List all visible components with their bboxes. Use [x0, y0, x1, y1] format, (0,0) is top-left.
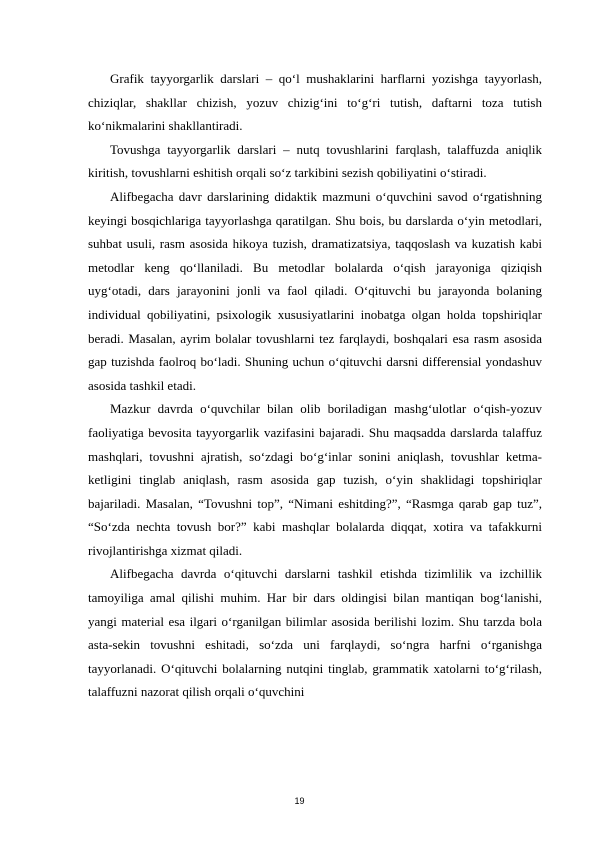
paragraph-mazkur-davrda: Mazkur davrda o‘quvchilar bilan olib boriladigan mashg‘ulotlar o‘qish-yozuv faoliyatiga bevosita tayyorgarlik vazifasini bajaradi. Shu maqsadda darslarda talaffuz mashqlari, tovushni ajratish, so‘zdagi bo‘g‘inlar sonini aniqlash, tovushlar ketma-ketligini tinglab aniqlash, rasm asosida gap tuzish, o‘yin shaklidagi topshiriqlar bajariladi. Masalan, “Tovushni top”, “Nimani eshitding?”, “Rasmga qarab gap tuz”, “So‘zda nechta tovush bor?” kabi mashqlar bolalarda diqqat, xotira va tafakkurni rivojlantirishga xizmat qiladi. [88, 401, 542, 558]
page-number: 19 [294, 796, 305, 806]
paragraph-tovushga-tayyorgarlik: Tovushga tayyorgarlik darslari – nutq tovushlarini farqlash, talaffuzda aniqlik kiritish, tovushlarni eshitish orqali so‘z tarkibini sezish qobiliyatini o‘stiradi. [88, 141, 542, 181]
paragraph-grafik-tayyorgarlik: Grafik tayyorgarlik darslari – qo‘l mushaklarini harflarni yozishga tayyorlash, chiziqlar, shakllar chizish, yozuv chizig‘ini to‘g‘ri tutish, daftarni toza tutish ko‘nikmalarini shakllantiradi. [88, 71, 542, 134]
document-body [88, 67, 542, 700]
paragraph-alifbegacha-didaktik: Alifbegacha davr darslarining didaktik mazmuni o‘quvchini savod o‘rgatishning keyingi bosqichlariga tayyorlashga qaratilgan. Shu bois, bu darslarda o‘yin metodlari, suhbat usuli, rasm asosida hikoya tuzish, dramatizatsiya, taqqoslash va kuzatish kabi metodlar keng qo‘llaniladi. Bu metodlar bolalarda o‘qish jarayoniga qiziqish uyg‘otadi, dars jarayonini jonli va faol qiladi. O‘qituvchi bu jarayonda bolaning individual qobiliyatini, psixologik xususiyatlarini inobatga olgan holda topshiriqlar beradi. Masalan, ayrim bolalar tovushlarni tez farqlaydi, boshqalari esa rasm asosida gap tuzishda faolroq bo‘ladi. Shuning uchun o‘qituvchi darsni differensial yondashuv asosida tashkil etadi. [88, 188, 542, 393]
paragraph-tizimlilik: Alifbegacha davrda o‘qituvchi darslarni tashkil etishda tizimlilik va izchillik tamoyiliga amal qilishi muhim. Har bir dars oldingisi bilan mantiqan bog‘lanishi, yangi material esa ilgari o‘rganilgan bilimlar asosida berilishi lozim. Shu tarzda bola asta-sekin tovushni eshitadi, so‘zda uni farqlaydi, so‘ngra harfni o‘rganishga tayyorlanadi. O‘qituvchi bolalarning nutqini tinglab, grammatik xatolarni to‘g‘rilash, talaffuzni nazorat qilish orqali o‘quvchini [88, 566, 542, 700]
